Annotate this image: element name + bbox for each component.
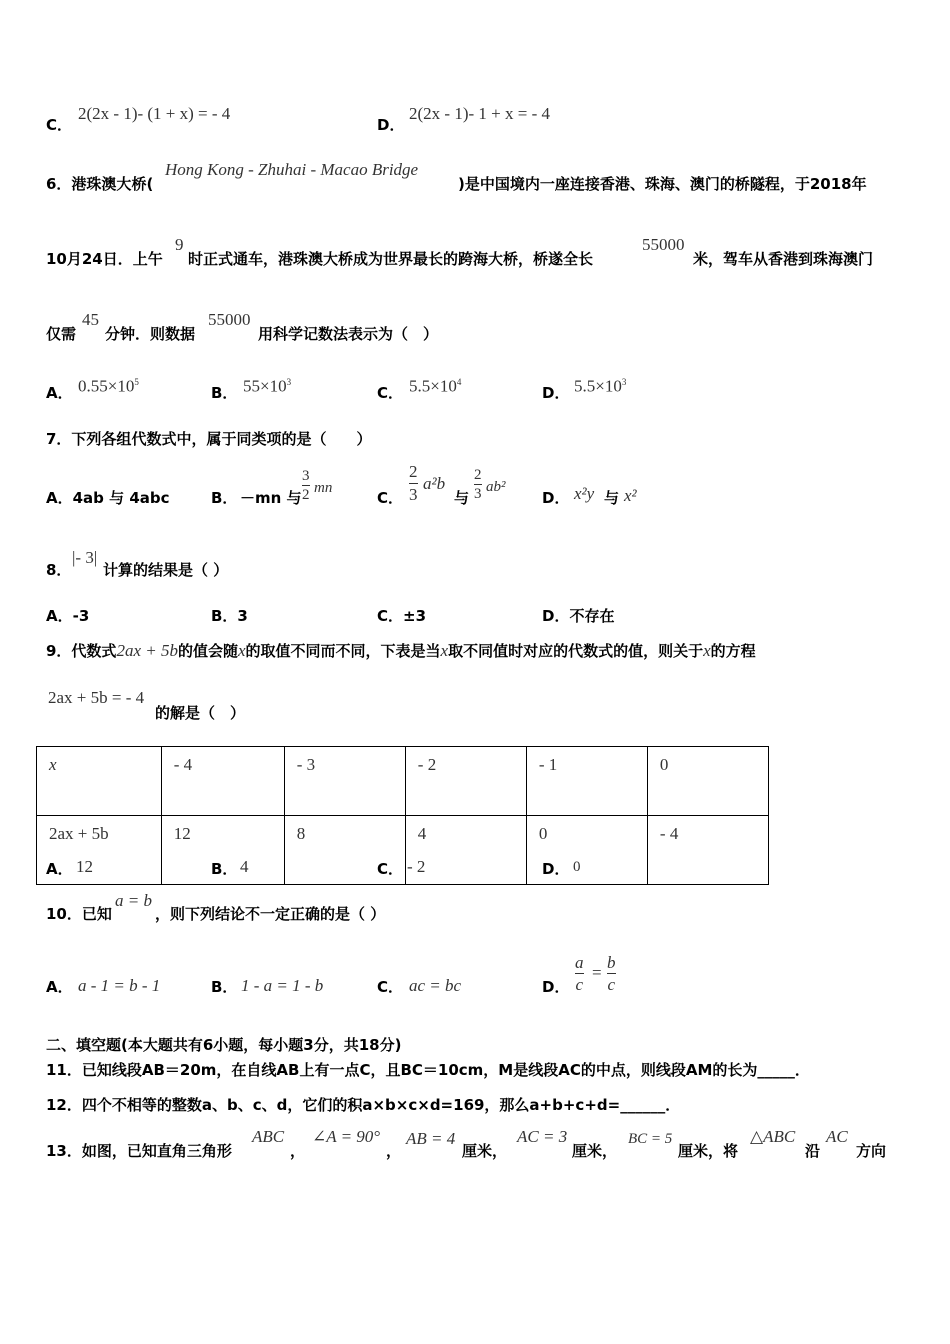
q13-text: 沿 (805, 1142, 821, 1160)
fraction: 2 3 (409, 462, 418, 504)
q7-stem: 7．下列各组代数式中，属于同类项的是（ ） (46, 430, 372, 448)
table-cell: x (37, 747, 162, 816)
q8-number: 8． (46, 561, 72, 579)
option-b-value: 4 (240, 857, 249, 876)
option-b-label: B． (211, 860, 238, 878)
option-d-var: x² (624, 486, 637, 505)
option-c-expr: 2(2x - 1)- (1 + x) = - 4 (78, 104, 231, 123)
option-c-label: C． (377, 384, 404, 402)
option-b-label: B． (211, 489, 238, 507)
q13-expr: BC = 5 (628, 1131, 673, 1147)
option-c-label: C． (377, 489, 404, 507)
q6-text: )是中国境内一座连接香港、珠海、澳门的桥隧程，于2018年 (458, 175, 867, 193)
fraction: b c (607, 953, 616, 994)
option-a-value: 12 (76, 857, 93, 876)
q13-expr: AC = 3 (517, 1127, 568, 1146)
table-cell: 2ax + 5b (37, 816, 162, 885)
q13-expr: AB = 4 (406, 1129, 456, 1148)
q13-text: ， (386, 1142, 402, 1160)
q6-text: 6．港珠澳大桥( (46, 175, 154, 193)
q6-text: 时正式通车，港珠澳大桥成为世界最长的跨海大桥，桥遂全长 (188, 250, 594, 268)
option-d-expr: 2(2x - 1)- 1 + x = - 4 (409, 104, 550, 123)
q13-text: 13．如图，已知直角三角形 (46, 1142, 232, 1160)
option-c-label: C． (46, 116, 73, 134)
option-d: D．不存在 (542, 607, 615, 625)
q6-number: 55000 (208, 310, 251, 329)
option-c-var: ab² (486, 479, 506, 495)
table-cell: 0 (526, 816, 647, 885)
table-cell: - 4 (647, 816, 768, 885)
option-b-label: B． (211, 978, 238, 996)
option-a-expr: $0.55\times 10^5$ (78, 376, 139, 396)
option-d-expr: $5.5\times 10^3$ (574, 376, 627, 396)
option-b-text: －mn 与 (240, 489, 302, 507)
option-d-label: D． (542, 384, 570, 402)
option-d-value: 0 (573, 859, 581, 875)
q13-expr: △ABC (750, 1127, 796, 1146)
table-cell: 0 (647, 747, 768, 816)
table-cell: - 1 (526, 747, 647, 816)
q13-expr: ABC (252, 1127, 285, 1146)
table-cell: - 2 (405, 747, 526, 816)
q6-text: 分钟．则数据 (105, 325, 196, 343)
option-c: C．±3 (377, 607, 427, 625)
table-cell: 4 (405, 816, 526, 885)
option-c-var: a²b (423, 474, 446, 493)
option-c-value: - 2 (407, 857, 426, 876)
section-heading: 二、填空题(本大题共有6小题，每小题3分，共18分) (46, 1036, 402, 1054)
table-cell: 8 (284, 816, 405, 885)
option-d-label: D． (542, 489, 570, 507)
option-a-label: A． (46, 860, 73, 878)
fraction: a c (575, 953, 584, 994)
option-a-label: A． (46, 978, 73, 996)
option-a-label: A． (46, 384, 73, 402)
option-c-with: 与 (454, 489, 470, 507)
q13-expr: AC (826, 1127, 848, 1146)
q8-expr: |- 3| (72, 548, 98, 567)
option-a-expr: a - 1 = b - 1 (78, 976, 161, 995)
table-cell: - 3 (284, 747, 405, 816)
q9-text: 的解是（ ） (155, 704, 246, 722)
q13-text: 厘米，将 (678, 1142, 739, 1160)
fraction: 3 2 (302, 468, 310, 503)
q13-text: 方向 (856, 1142, 887, 1160)
q8-stem: 计算的结果是（ ） (103, 561, 229, 579)
option-b-expr: $55\times 10^3$ (243, 376, 292, 396)
q6-text: 用科学记数法表示为（ ） (258, 325, 439, 343)
q13-text: ， (290, 1142, 306, 1160)
equals-sign: = (592, 963, 602, 982)
q13-text: 厘米， (462, 1142, 508, 1160)
option-d-with: 与 (604, 489, 620, 507)
table-cell: 12 (161, 816, 284, 885)
q6-text: 10月24日．上午 (46, 250, 163, 268)
q6-number: 45 (82, 310, 99, 329)
q11: 11．已知线段AB＝20m，在自线AB上有一点C，且BC＝10cm，M是线段AC的中点，则线段AM的长为_____． (46, 1061, 810, 1079)
q13-expr: ∠A = 90° (312, 1127, 381, 1146)
option-b: B．3 (211, 607, 248, 625)
option-d-label: D． (377, 116, 405, 134)
option-d-label: D． (542, 860, 570, 878)
fraction: 2 3 (474, 467, 482, 502)
q12: 12．四个不相等的整数a、b、c、d，它们的积a×b×c×d=169，那么a+b+c+d=______． (46, 1096, 681, 1114)
option-b-var: mn (314, 480, 333, 496)
table-row (37, 747, 769, 816)
q6-english: Hong Kong - Zhuhai - Macao Bridge (165, 160, 419, 179)
option-c-expr: $5.5\times 10^4$ (409, 376, 462, 396)
option-b-label: B． (211, 384, 238, 402)
q6-number: 55000 (642, 235, 685, 254)
q9-equation: 2ax + 5b = - 4 (48, 688, 145, 707)
option-c-label: C． (377, 860, 404, 878)
option-c-expr: ac = bc (409, 976, 462, 995)
option-a: A．4ab 与 4abc (46, 489, 170, 507)
q6-text: 仅需 (46, 325, 77, 343)
option-d-var: x²y (574, 484, 595, 503)
option-d-label: D． (542, 978, 570, 996)
option-b-expr: 1 - a = 1 - b (241, 976, 324, 995)
q13-text: 厘米， (572, 1142, 618, 1160)
q10-given: a = b (115, 891, 152, 910)
q6-number: 9 (175, 235, 184, 254)
option-c-label: C． (377, 978, 404, 996)
q10-text: 10．已知 (46, 905, 112, 923)
q9-stem: 9．代数式2ax + 5b的值会随x的取值不同而不同，下表是当x取不同值时对应的代数式的值，则关于x的方程 (46, 641, 756, 660)
option-a: A．-3 (46, 607, 90, 625)
table-cell: - 4 (161, 747, 284, 816)
q6-text: 米，驾车从香港到珠海澳门 (693, 250, 874, 268)
q10-text: ，则下列结论不一定正确的是（ ） (155, 905, 386, 923)
